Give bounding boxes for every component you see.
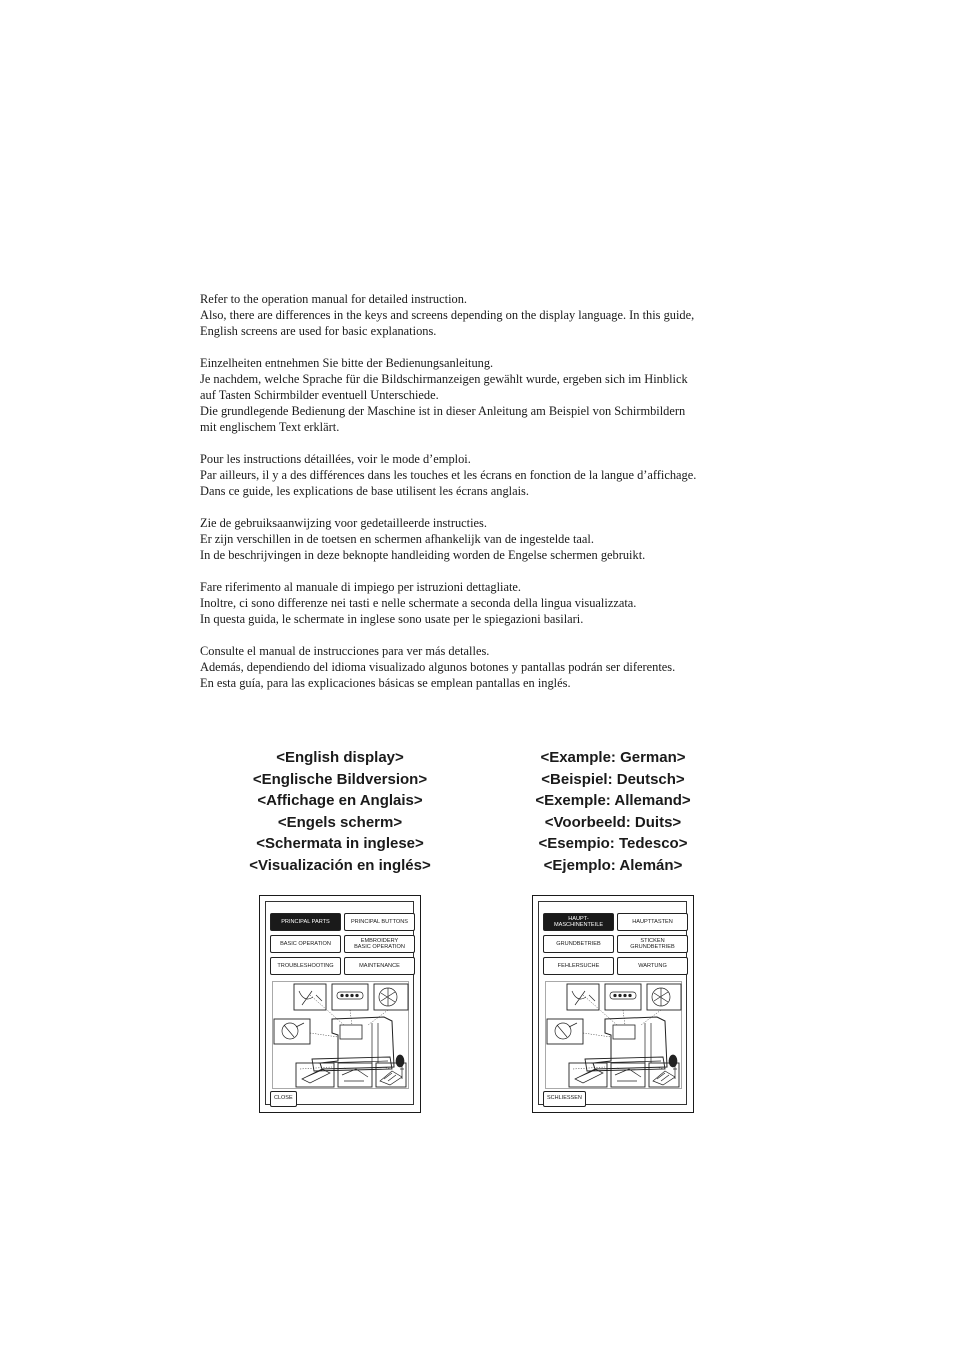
instruction-paragraph [200,451,780,499]
basic-operation-button[interactable]: BASIC OPERATION [270,935,341,953]
heading-english-display [210,747,470,877]
principal-parts-button[interactable]: HAUPT- MASCHINENTEILE [543,913,614,931]
troubleshooting-button[interactable]: TROUBLESHOOTING [270,957,341,975]
text-line: mit englischem Text erklärt. [200,420,340,434]
instruction-paragraph [200,579,780,627]
instruction-paragraph [200,515,780,563]
heading-line: <English display> [276,749,404,766]
text-line: Er zijn verschillen in de toetsen en schermen afhankelijk van de ingestelde taal. [200,532,594,546]
maintenance-button[interactable]: MAINTENANCE [344,957,415,975]
text-line: Zie de gebruiksaanwijzing voor gedetailleerde instructies. [200,516,487,530]
close-button[interactable]: SCHLIESSEN [543,1091,586,1107]
heading-line: <Englische Bildversion> [252,770,428,788]
instruction-text [200,291,780,707]
german-screen-illustration [532,895,694,1113]
heading-line: <Voorbeeld: Duits> [544,813,682,831]
text-line: In questa guida, le schermate in inglese sono usate per le spiegazioni basilari. [200,612,584,626]
heading-line: <Example: German> [540,749,686,766]
embroidery-basic-operation-button[interactable]: STICKEN GRUNDBETRIEB [617,935,688,953]
text-line: Die grundlegende Bedienung der Maschine ist in dieser Anleitung am Beispiel von Schirmbildern [200,404,686,418]
text-line: Consulte el manual de instrucciones para ver más detalles. [200,644,490,658]
text-line: Dans ce guide, les explications de base utilisent les écrans anglais. [200,484,529,498]
close-button[interactable]: CLOSE [270,1091,297,1107]
troubleshooting-button[interactable]: FEHLERSUCHE [543,957,614,975]
text-line: Par ailleurs, il y a des différences dans les touches et les écrans en fonction de la langue d’affichage. [200,468,697,482]
heading-german-example [483,747,743,877]
text-line: In de beschrijvingen in deze beknopte handleiding worden de Engelse schermen gebruikt. [200,548,646,562]
text-line: auf Tasten Schirmbilder eventuell Unterschiede. [200,388,439,402]
heading-line: <Beispiel: Deutsch> [541,770,685,788]
text-line: English screens are used for basic explanations. [200,324,437,338]
sewing-machine-illustration [272,981,409,1094]
screen-frame [265,901,414,1105]
principal-buttons-button[interactable]: HAUPTTASTEN [617,913,688,931]
text-line: Je nachdem, welche Sprache für die Bildschirmanzeigen gewählt wurde, ergeben sich im Hinblick [200,372,688,386]
text-line: Además, dependiendo del idioma visualizado algunos botones y pantallas podrán ser diferentes. [200,660,676,674]
heading-line: <Schermata in inglese> [256,835,424,853]
text-line: Pour les instructions détaillées, voir le mode d’emploi. [200,452,471,466]
heading-line: <Visualización en inglés> [249,856,431,874]
text-line: Refer to the operation manual for detailed instruction. [200,292,467,306]
text-line: Einzelheiten entnehmen Sie bitte der Bedienungsanleitung. [200,356,494,370]
text-line: En esta guía, para las explicaciones básicas se emplean pantallas en inglés. [200,676,571,690]
heading-line: <Engels scherm> [277,813,403,831]
screen-frame [538,901,687,1105]
heading-line: <Exemple: Allemand> [535,792,691,810]
text-line: Also, there are differences in the keys and screens depending on the display language. In this guide, [200,308,695,322]
principal-buttons-button[interactable]: PRINCIPAL BUTTONS [344,913,415,931]
sewing-machine-illustration [545,981,682,1094]
instruction-paragraph [200,355,780,435]
maintenance-button[interactable]: WARTUNG [617,957,688,975]
text-line: Fare riferimento al manuale di impiego per istruzioni dettagliate. [200,580,522,594]
heading-line: <Esempio: Tedesco> [538,835,688,853]
english-screen-illustration [259,895,421,1113]
text-line: Inoltre, ci sono differenze nei tasti e nelle schermate a seconda della lingua visualizzata. [200,596,637,610]
basic-operation-button[interactable]: GRUNDBETRIEB [543,935,614,953]
principal-parts-button[interactable]: PRINCIPAL PARTS [270,913,341,931]
embroidery-basic-operation-button[interactable]: EMBROIDERY BASIC OPERATION [344,935,415,953]
heading-line: <Affichage en Anglais> [257,792,423,810]
instruction-paragraph [200,291,780,339]
heading-line: <Ejemplo: Alemán> [543,856,683,874]
instruction-paragraph [200,643,780,691]
